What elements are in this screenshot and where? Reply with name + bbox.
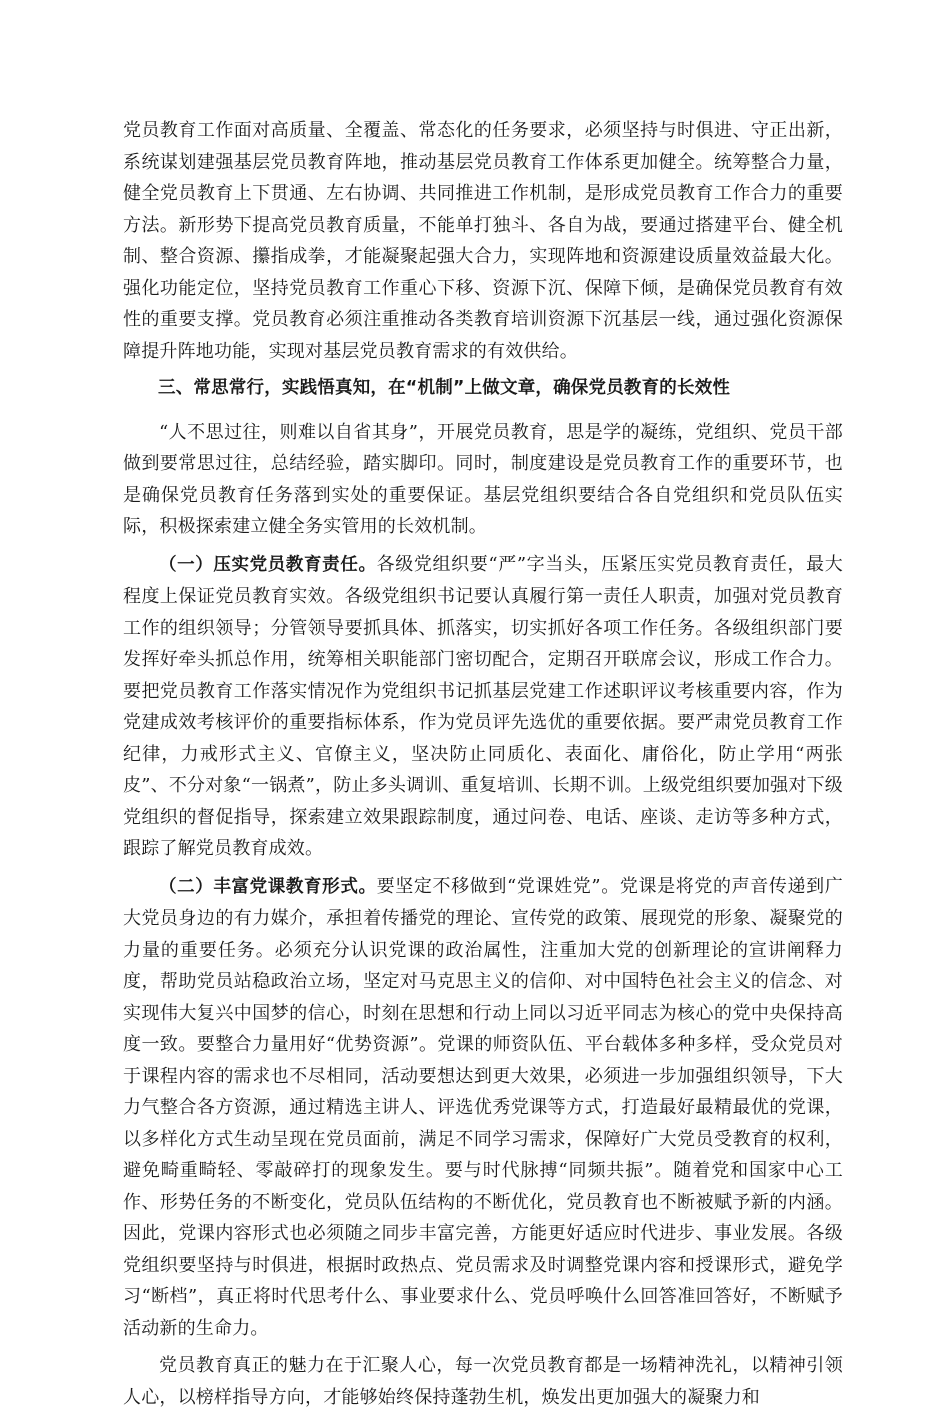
body-paragraph-4 (123, 871, 843, 1345)
subheading-2: （二）丰富党课教育形式。 (159, 876, 377, 897)
subheading-1: （一）压实党员教育责任。 (159, 554, 377, 575)
section-heading-3: 三、常思常行，实践悟真知，在“机制”上做文章，确保党员教育的长效性 (158, 378, 731, 398)
document-page (123, 115, 843, 1419)
body-paragraph-4-text: 要坚定不移做到“党课姓党”。党课是将党的声音传递到广大党员身边的有力媒介，承担着传播党的理论、宣传党的政策、展现党的形象、凝聚党的力量的重要任务。必须充分认识党课的政治属性，注重加大党的创新理论的宣讲阐释力度，帮助党员站稳政治立场，坚定对马克思主义的信仰、对中国特色社会主义的信念、对实现伟大复兴中国梦的信心，时刻在思想和行动上同以习近平同志为核心的党中央保持高度一致。要整合力量用好“优势资源”。党课的师资队伍、平台载体多种多样，受众党员对于课程内容的需求也不尽相同，活动要想达到更大效果，必须进一步加强组织领导，下大力气整合各方资源，通过精选主讲人、评选优秀党课等方式，打造最好最精最优的党课，以多样化方式生动呈现在党员面前，满足不同学习需求，保障好广大党员受教育的权利，避免畸重畸轻、零敲碎打的现象发生。要与时代脉搏“同频共振”。随着党和国家中心工作、形势任务的不断变化，党员队伍结构的不断优化，党员教育也不断被赋予新的内涵。因此，党课内容形式也必须随之同步丰富完善，方能更好适应时代进步、事业发展。各级党组织要坚持与时俱进，根据时政热点、党员需求及时调整党课内容和授课形式，避免学习“断档”，真正将时代思考什么、事业要求什么、党员呼唤什么回答准回答好，不断赋予活动新的生命力。 (123, 875, 843, 1339)
body-paragraph-1: 党员教育工作面对高质量、全覆盖、常态化的任务要求，必须坚持与时俱进、守正出新，系统谋划建强基层党员教育阵地，推动基层党员教育工作体系更加健全。统筹整合力量，健全党员教育上下贯通、左右协调、共同推进工作机制，是形成党员教育工作合力的重要方法。新形势下提高党员教育质量，不能单打独斗、各自为战，要通过搭建平台、健全机制、整合资源、攥指成拳，才能凝聚起强大合力，实现阵地和资源建设质量效益最大化。强化功能定位，坚持党员教育工作重心下移、资源下沉、保障下倾，是确保党员教育有效性的重要支撑。党员教育必须注重推动各类教育培训资源下沉基层一线，通过强化资源保障提升阵地功能，实现对基层党员教育需求的有效供给。 (123, 120, 843, 362)
body-paragraph-5: 党员教育真正的魅力在于汇聚人心，每一次党员教育都是一场精神洗礼，以精神引领人心，以榜样指导方向，才能够始终保持蓬勃生机，焕发出更加强大的凝聚力和 (123, 1355, 843, 1408)
body-paragraph-3 (123, 549, 843, 865)
body-paragraph-3-text: 各级党组织要“严”字当头，压紧压实党员教育责任，最大程度上保证党员教育实效。各级党组织书记要认真履行第一责任人职责，加强对党员教育工作的组织领导；分管领导要抓具体、抓落实，切实抓好各项工作任务。各级组织部门要发挥好牵头抓总作用，统筹相关职能部门密切配合，定期召开联席会议，形成工作合力。要把党员教育工作落实情况作为党组织书记抓基层党建工作述职评议考核重要内容，作为党建成效考核评价的重要指标体系，作为党员评先选优的重要依据。要严肃党员教育工作纪律，力戒形式主义、官僚主义，坚决防止同质化、表面化、庸俗化，防止学用“两张皮”、不分对象“一锅煮”，防止多头调训、重复培训、长期不训。上级党组织要加强对下级党组织的督促指导，探索建立效果跟踪制度，通过问卷、电话、座谈、走访等多种方式，跟踪了解党员教育成效。 (123, 553, 843, 859)
body-paragraph-2: “人不思过往，则难以自省其身”，开展党员教育，思是学的凝练，党组织、党员干部做到要常思过往，总结经验，踏实脚印。同时，制度建设是党员教育工作的重要环节，也是确保党员教育任务落到实处的重要保证。基层党组织要结合各自党组织和党员队伍实际，积极探索建立健全务实管用的长效机制。 (123, 421, 843, 537)
